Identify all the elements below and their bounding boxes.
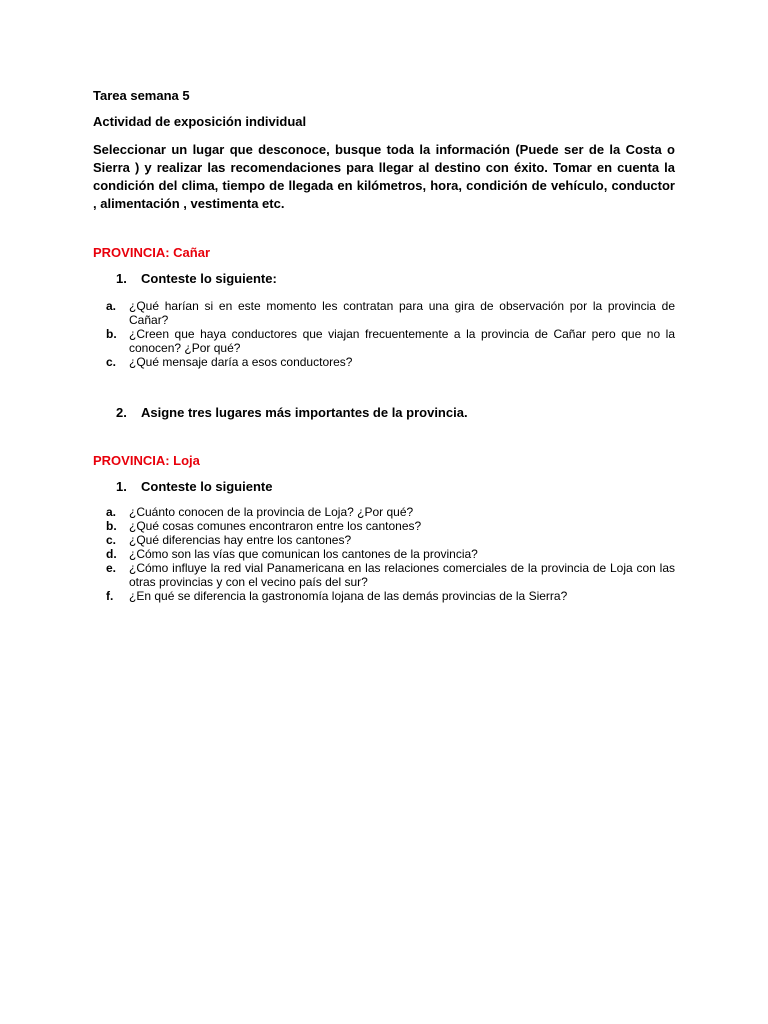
question-heading-loja-1 xyxy=(93,479,675,495)
item-text: ¿Qué diferencias hay entre los cantones? xyxy=(129,533,352,547)
province-heading-canar: PROVINCIA: Cañar xyxy=(93,245,211,260)
document-page xyxy=(93,88,675,603)
item-text: ¿Cómo son las vías que comunican los cantones de la provincia? xyxy=(129,547,478,561)
list-item xyxy=(93,533,675,547)
question-heading-canar-1 xyxy=(93,271,675,287)
item-letter: d. xyxy=(106,547,117,561)
item-text: ¿Creen que haya conductores que viajan frecuentemente a la provincia de Cañar pero que no la conocen? ¿Por qué? xyxy=(129,327,675,355)
item-text: ¿Qué mensaje daría a esos conductores? xyxy=(129,355,353,369)
item-text: ¿Qué harían si en este momento les contratan para una gira de observación por la provincia de Cañar? xyxy=(129,299,675,327)
list-item xyxy=(93,589,675,603)
item-letter: a. xyxy=(106,299,117,313)
list-item xyxy=(93,327,675,355)
list-item xyxy=(93,299,675,327)
question-label: Conteste lo siguiente xyxy=(141,479,273,494)
list-item xyxy=(93,561,675,589)
question-number: 1. xyxy=(116,479,127,494)
list-item xyxy=(93,547,675,561)
document-subtitle: Actividad de exposición individual xyxy=(93,114,307,129)
section-loja xyxy=(93,453,675,603)
province-heading-loja: PROVINCIA: Loja xyxy=(93,453,200,468)
item-letter: f. xyxy=(106,589,114,603)
item-text: ¿Cuánto conocen de la provincia de Loja? ¿Por qué? xyxy=(129,505,414,519)
item-letter: c. xyxy=(106,533,117,547)
item-text: ¿En qué se diferencia la gastronomía lojana de las demás provincias de la Sierra? xyxy=(129,589,568,603)
question-number: 2. xyxy=(116,405,127,420)
question-list-loja xyxy=(93,505,675,603)
item-letter: a. xyxy=(106,505,117,519)
list-item xyxy=(93,355,675,369)
question-number: 1. xyxy=(116,271,127,286)
question-heading-canar-2 xyxy=(93,405,675,421)
item-letter: e. xyxy=(106,561,117,575)
item-letter: b. xyxy=(106,519,117,533)
item-letter: c. xyxy=(106,355,117,369)
item-letter: b. xyxy=(106,327,117,341)
list-item xyxy=(93,519,675,533)
question-list-canar xyxy=(93,299,675,369)
document-intro: Seleccionar un lugar que desconoce, busque toda la información (Puede ser de la Costa o Sierra ) y realizar las recomendaciones para llegar al destino con éxito. Tomar en cuenta la condición del clima, tiempo de llegada en kilómetros, hora, condición de vehículo, conductor , alimentación , vestimenta etc. xyxy=(93,142,675,211)
question-label: Conteste lo siguiente: xyxy=(141,271,277,286)
document-title: Tarea semana 5 xyxy=(93,88,190,103)
list-item xyxy=(93,505,675,519)
question-label: Asigne tres lugares más importantes de la provincia. xyxy=(141,405,468,420)
section-canar xyxy=(93,245,675,421)
item-text: ¿Cómo influye la red vial Panamericana en las relaciones comerciales de la provincia de Loja con las otras provincias y con el vecino país del sur? xyxy=(129,561,675,589)
item-text: ¿Qué cosas comunes encontraron entre los cantones? xyxy=(129,519,422,533)
